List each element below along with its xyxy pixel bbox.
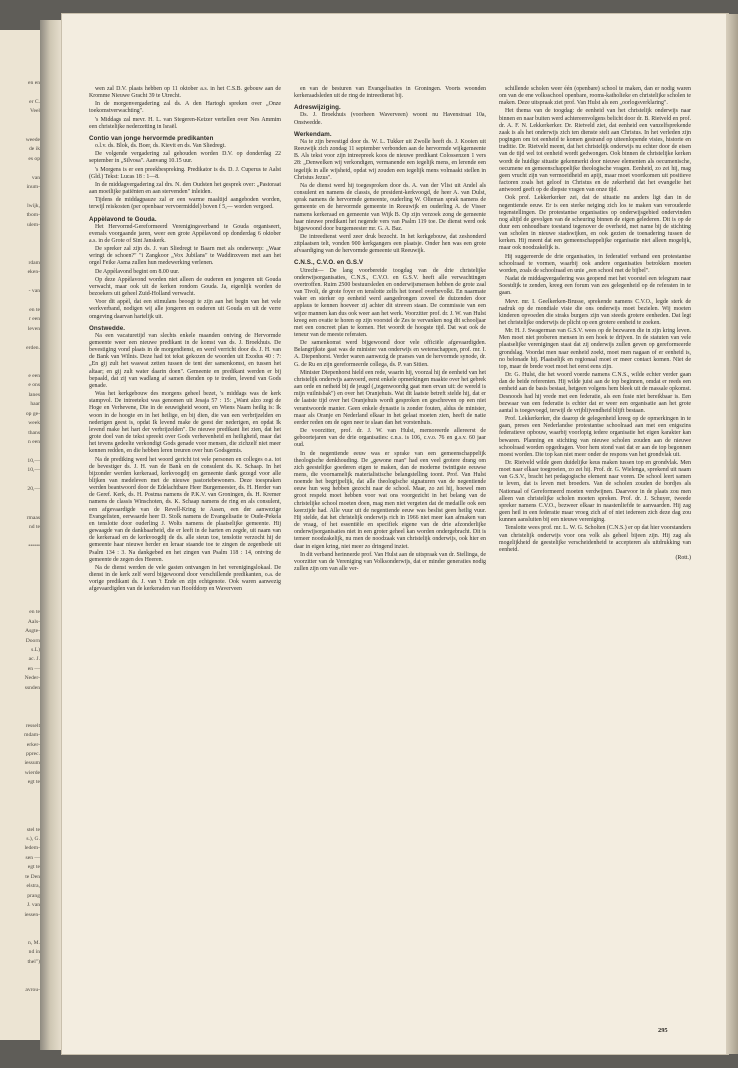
paragraph: In dit verband herinnerde prof. Van Hulst aan de uitspraak van dr. Stellinga, de voorzitter van de Vereniging van Volksonderwijs, dat er minder generaties nodig zullen zijn om van alle ver- [294, 551, 486, 572]
margin-fragment: e een [28, 372, 40, 379]
margin-fragment: r een [28, 316, 40, 323]
text-column-1 [89, 86, 281, 594]
paragraph: De samenkomst werd bijgewoond door vele officiële afgevaardigden. Belangrijkste gast was de minister van onderwijs en wetenschappen, prof. mr. I. A. Diepenhorst. Verder waren aanwezig de praeses van de hervormde synode, dr. G. de Ru en zijn gereformeerde collega, ds. P. van Sitien. [294, 340, 486, 368]
margin-fragment: thel") [27, 958, 40, 965]
margin-fragment: nd te [28, 524, 40, 531]
margin-fragment: ulem- [26, 221, 40, 228]
paragraph: schillende scholen weer één (openbare) school te maken, dan er nodig waren om van de ene volksschool openbare, rooms-katholieke en christelijke scholen te maken. Deze uitspraak ziet prof. Van Hulst als een „oorlogsverklaring". [499, 86, 691, 107]
source-attribution: (Rott.) [675, 555, 691, 561]
margin-fragment: 10,— [27, 467, 40, 474]
paragraph: Ook prof. Lekkerkerker zei, dat de situatie nu anders ligt dan in de negentiende eeuw. Er is een sterke neiging zich los te maken van verouderde tegenstellingen. De protestantse organisaties op onderwijsgebied ondervinden nog altijd de gevolgen van de scheuring binnen de eigen gelederen. Dit is op de duur een onhoudbare toestand tegenover de overheid, met name bij de stichting van scholen in nieuwe stadswijken, en ook gezien de toenadering tussen de kerken. Hij meent dat een gemeenschappelijke organisatie niet alleen mogelijk, maar ook noodzakelijk is. [499, 195, 691, 252]
margin-fragment: lanes [28, 391, 40, 398]
margin-fragment: de ik [28, 146, 40, 153]
section-heading: Onstwedde. [89, 324, 126, 332]
margin-fragment: J. van [26, 902, 40, 909]
paragraph: wen zal D.V. plaats hebben op 11 oktober a.s. in het C.S.B. gebouw aan de Kromme Nieuwe Gracht 39 te Utrecht. [89, 86, 281, 100]
paragraph: De Appèlavond begint om 8.00 uur. [95, 268, 180, 275]
margin-fragment: en — [27, 665, 40, 672]
margin-fragment: egt te [27, 779, 40, 786]
margin-fragment: tbom- [26, 212, 40, 219]
margin-fragment: inum- [26, 183, 40, 190]
margin-fragment: •••••• [28, 543, 40, 550]
margin-fragment: Neder- [24, 675, 40, 682]
margin-fragment: haar [30, 401, 40, 408]
previous-page-edge [0, 30, 41, 1040]
paragraph: Op deze Appèlavond worden niet alleen de ouderen en jongeren uit Gouda verwacht, maar ook uit de kerken rondom Gouda. Ja, eigenlijk worden de bezoekers uit geheel Zuid-Holland verwacht. [89, 276, 281, 298]
paragraph: Was het kerkgebouw des morgens geheel bezet, 's middags was de kerk stampvol. De intreetekst was genomen uit Jesaja 57 : 15: „Want alzo zegt de Hoge en Verhevene, Die in de eeuwigheid woont, en Wiens Naam heilig is: Ik woon in de hoogte en in het heilige, en bij dien, die van een verbrijzelden en nederigen geest is, opdat Ik levend make de geest der nederigen, en opdat Ik levend make het hart der verbrijzelden". De nieuwe predikant liet zien, dat het grote doel van de tekst spreekt over Gods verhevenheid en heiligheid, maar dat het tevens gedeelte verkondigt Gods genade voor mensen, die zichzelf niet meer kennen redden, en die hebben leren treuren over hun Godsgemis. [89, 391, 281, 455]
paragraph: Utrecht— De lang voorbereide toogdag van de drie christelijke onderwijsorganisaties, C.N.S., C.V.O. en G.S.V. heeft alle verwachtingen overtroffen. Ruim 2500 bestuursleden en onderwijsmensen hebben de grote zaal van Tivoli, de grote foyer en tenslotte zelfs het toneel overbevolkt. En naarmate vaker en sterker op eenheid werd aangedrongen zoveel de duizenden door applaus te kennen hoeveer zij achter dit streven staan. De commissie van een wijze mannen kan dus ook weer aan het werk. Voorzitter prof. dr. J. W. van Hulst kreeg een ovatie te horen op zijn voorstel de Zes te vervanken nog dit schooljaar met een concreet plan te komen. Het woordt de hoogste tijd. Dat wat ook de teneur van de meeste referaten. [294, 267, 486, 338]
margin-fragment: iessum [24, 760, 40, 767]
margin-fragment: avrou- [25, 987, 40, 994]
margin-fragment: prang [27, 892, 40, 899]
margin-fragment: pprec. [26, 750, 40, 757]
paragraph: Ds. J. Broekhuis (voorheen Waverveen) woont nu Havenstraat 10a, Onstwedde. [294, 112, 486, 126]
section-heading: Werkendam. [294, 130, 332, 138]
paragraph: Tenslotte wees prof. mr. L. W. G. Scholten (C.N.S.) er op dat hier voorstanders van christelijk onderwijs voor ons volk als geheel bijeen zijn. Hij zag als mogelijkheid de geestelijke verscheidenheid te accepteren als uitdrukking van eenheid. [499, 525, 691, 553]
margin-fragment: es op [28, 155, 40, 162]
paragraph: De volgende vergadering zal gehouden worden D.V. op donderdag 22 september in „Silvosa". Aanvang 10.15 uur. [89, 151, 281, 165]
section-heading: Appèlavond te Gouda. [89, 215, 157, 223]
margin-fragment: er C. [29, 98, 40, 105]
paragraph: In de negentiende eeuw was er sprake van een gemeenschappelijk theologische denkhouding. De „gewone man" had een veel grotere drang om zich geestelijke goederen eigen te maken, dan de moderne twintigste eeuwse mens, die voornamelijk materialistische belangstelling toont. Prof. Van Hulst noemde het begrijpelijk, dat alle theologische signaturen van de negentiende eeuw hun weg hebben gezocht naar de school. Maar, zo zei hij, hoewel men groot respekt moet hebben voor wat ons voorgezicht in het belang van de christelijke school moeten doen, mag men niet vergeten dat de medaille ook een keerzijde had. Alle vuur uit de negentiende eeuw was beslist geen heilig vuur. Hij stelde, dat het christelijk onderwijs rich in 1966 niet meer kan afmaken van de vraag, of het essentiële en specifiek eigene van de drie afzonderlijke onderwijsorganisaties niet in een groter geheel kan worden ondergebracht. Dit is temeer noodzakelijk, nu men de noodzaak van christelijk onderwijs, ook hier en daar in eigen kring, niet meer zo dringend inziet. [294, 450, 486, 550]
text-column-3 [499, 86, 691, 563]
margin-fragment: ac. J. [28, 656, 40, 663]
text-column-2 [294, 86, 486, 574]
paragraph: o.l.v. ds. Blok, ds. Boer, ds. Kievit en ds. Van Sliedregt. [95, 143, 226, 150]
margin-fragment: rdam [28, 259, 40, 266]
margin-fragment: 10,— [27, 458, 40, 464]
margin-fragment: 20,— [27, 486, 40, 493]
margin-fragment: erker- [26, 741, 40, 748]
paragraph: Na de dienst werd hij toegesproken door ds. A. van der Vlist uit Andel als consulent en namens de classis, de president-kerkvoogd, de heer A. van Dulst, sprak namens de hervormde gemeente, ouderling W. Olieman sprak namens de gemeente en de hervormde gemeente in Reeuwijk en ouderling A. de Visser namens kerkeraad en gemeente van Wijk B. Op zijn verzoek zong de gemeente haar nieuwe predikant het negende vers van Psalm 119 toe. De dienst werd ook bijgewoond door burgemeester mr. G. A. Baz. [294, 182, 486, 232]
paragraph: 's Morgens is er een preekbespreking. Predikator is ds. D. J. Cuperus te Aalst (Gld.) Tekst: Lucas 18 : 1—8. [89, 166, 281, 180]
paragraph: Minister Diepenhorst hield een rede, waarin hij, voorzal hij de eenheid van het christelijk onderwijs aanvoerd, eerst enkele opmerkingen maakte over het gebrek aan orde en netheid bij de jeugd („tegenwoordig gaat men ervan uit: de wereld is mijn vuilnisbak") en over het Oranjehuis. Wat dit laatste betreft stelde hij, dat er de laatste tijd over het Oranjehuis wordt gesproken en geschreven op een niet verantwoorde manier. Geen enkele dynastie is zonder fouten, aldus de minister, maar als Oranje en Nederland elkaar in het gelaat moeten zien, heeft de natie eerder reden om de ogen neer te slaan dan het vorstenhuis. [294, 369, 486, 426]
paragraph: Na de dienst werden de vele gasten ontvangen in het verenigingslokaal. De dienst in de kerk zelf werd bijgewoond door verschillende predikanten, o.a. de vorige predikant ds. J. van 't Ende en zijn echtgenote. Ook waren aanwezig afgevaardigden van de kerkeraden van Hoofddorp en Waverveen [89, 564, 281, 593]
margin-fragment: erden. [26, 344, 40, 351]
margin-fragment: mdam- [24, 732, 40, 739]
paragraph: Nadat de middagvergadering was geopend met het voorstel een telegram naar Soestdijk te zenden, kreeg een forum van zes gelegenheid op de referaten in te gaan. [499, 276, 691, 297]
margin-fragment: elstra, [26, 883, 40, 890]
margin-fragment: lwijk, [27, 202, 40, 209]
paragraph: Na een vacaturetijd van slechts enkele maanden ontving de Hervormde gemeente weer een nieuwe predikant in de komst van ds. J. Broekhuis. De bevestiging vond plaats in de morgendienst, en werd verricht door ds. J. H. van de Bank van Wilnis. Deze had tot tekst gekozen de woorden uit Exodus 40 : 7: „En gij zult het waswat zetten tussen de tent der samenkomst, en tussen het altaar; en gij zult water daarin doen". Gemeente en predikant werden er bij bepaald, dat zij van wadlang af samen dienden op te treden, levend van Gods genade. [89, 332, 281, 389]
paragraph: De voorzitter, prof. dr. J. W. van Hulst, memoreerde allereerst de geboortejaren van de drie organisaties: c.n.s. is 106, c.v.o. 76 en g.s.v. 60 jaar oud. [294, 428, 486, 449]
margin-fragment: en en [28, 80, 40, 86]
section-heading: C.N.S., C.V.O. en G.S.V [294, 259, 364, 267]
margin-fragment: e ons [28, 382, 40, 389]
paragraph: Het thema van de toogdag: de eenheid van het christelijk onderwijs naar binnen en naar buiten werd achtereenvolgens belicht door dr. B. Rietveld en prof. dr. A. F. N. Lekkerkerker. Dr. Rietveld ziet, dat eenheid een vanzelfsprekende zaak is als het onderwijs zich ten dienste stelt aan Christus. In het verleden zijn pogingen om tot eenheid te komen gestrand op uiteenlopende visies, historie en traditie. Dr. Rietveld meent, dat het christelijk onderwijs nu echter door de eisen van de tijd wel tot eenheid wordt gedwongen. Ook binnen de christelijke kerken wordt de huidige situatie gekenmerkt door nieuwe elementen als oecumenische, oecumene en gemeenschappelijke theologische vragen. Eenheid, zo zei hij, mag geen vrucht zijn van vermoeidheid en apijt, maar moet voortkomen uit positieve factoren zoals het geloof in Christus en de zekerheid dat het evangelie het antwoord geeft op de diepste vragen van onze tijd. [499, 108, 691, 194]
section-heading: Contio van jonge hervormde predikanten [89, 134, 214, 142]
paragraph: en van de besturen van Evangelisaties in Groningen. Voorts woonden kerkeraadsleden uit de ring de intreedienst bij. [294, 86, 486, 100]
margin-fragment: egt te [27, 864, 40, 871]
paragraph: Na te zijn bevestigd door ds. W. L. Tukker uit Zwolle heeft ds. J. Kooien uit Reeuwijk zich zondag 11 september verbonden aan de hervormde wijkgemeente B. Als tekst voor zijn intreepreek koos de nieuwe predikant Colossenzen 1 vers 28: „Denwelken wij verkondigen, vermanende een iegelijk mens, en lerende een iegelijk in alle wijsheid, opdat wij zouden een iegelijk mens volmaakt stellen in Christus Jezus". [294, 138, 486, 181]
section-heading: Adreswijziging. [294, 104, 341, 112]
margin-fragment: rmaas [26, 514, 40, 521]
paragraph: De spreker zal zijn ds. J. van Sliedregt te Baarn met als onderwerp: „Waar wringt de schoen?" "i Zangkoor „Vox Jubilans" te Waddinxveen met aan het orgel Feike Asma zullen hun medewerking verlenen. [89, 246, 281, 267]
document-page [62, 14, 728, 1054]
margin-fragment: week [28, 420, 40, 427]
margin-fragment: Doorn [25, 637, 40, 644]
margin-fragment: sen — [25, 854, 40, 861]
margin-fragment: en te [29, 306, 40, 313]
margin-fragment: n, M. [28, 939, 40, 946]
margin-fragment: nd in [28, 949, 40, 956]
margin-fragment: leven [27, 325, 40, 332]
paragraph: Hij suggereerde de drie organisaties, in federatief verband een protestantse schoolraad te vormen, waarbij ook andere organisaties betrokken moeten worden, zoals de schoolraad en unie „een school met de bijbel". [499, 253, 691, 274]
paragraph: Na de prediking werd het woord gericht tot vele personen en colleges o.a. tot de bevestiger ds. J. H. van de Bank en de consulent ds. K. Schaap. In het bijzonder werden kerkeraad, kerkvoogdij en gemeente dank gezegd voor alle blijken van medeleven met de nieuwe pastoriebewoners. Deze toespraken werden beantwoord door de Edelachtbare Heer Burgemeester, ds. H. Herder van de Geref. Kerk, ds. H. Postma namens de P.K.V. van Groningen, ds. H. Kremer namens de classis Winschoten, ds. K. Schaap namens de ring en als consulent, een afgevaardigde van de Revell-Kring te Assen, een der aanwezige Evangelisten, eerwaarde heer D. Stolk namens de Evangelisatie te Oude-Pekela en tenslotte door ouderling J. Wolts namens de plaatselijke gemeente. Hij gewaagde van de dankbaarheid, die er leeft in de harten en zegde, uit naam van de kerkeraad en de kerkvoogdij de ds. alle steun toe, tenslotte verzocht hij de gemeente haar nieuwe herder en leraar staande toe te zingen de zegenbede uit Psalm 134 : 3. Na dankgebed en het zingen van Psalm 118 : 14, ontving de gemeente de zegen des Heeren. [89, 456, 281, 563]
margin-fragment: en te [29, 609, 40, 616]
margin-fragment: iessen- [24, 911, 40, 918]
margin-fragment: Aals- [27, 618, 40, 625]
margin-fragment: thans [28, 429, 40, 436]
paragraph: 's Middags zal mevr. H. L. van Stegeren-Keizer vertellen over Nes Ammim een christelijke nederzetting in Israël. [89, 116, 281, 130]
paragraph: Mevr. mr. I. Geelkerken-Brusse, sprekende namens C.V.O., legde sterk de nadruk op de mondiale visie die ons onderwijs moet bezielen. Wij moeten kinderen opvoeden die straks burgers zijn van steeds grotere eenheden. Dat legt het christelijke onderwijs de plicht op een grotere eenheid te zoeken. [499, 298, 691, 326]
paragraph: In de middagvergadering zal drs. N. den Oudsten het gesprek over: „Pastoraat aan moeilijke patiënten en aan stervenden" inleiden. [89, 181, 281, 196]
paragraph: Tijdens de middagpauze zal er een warme maaltijd aangeboden worden, terwijl reiskosten (per openbaar vervoermiddel) boven f 5,— worden vergoed. [89, 197, 281, 211]
paragraph: Mr. H. J. Swagerman van G.S.V. wees op de bezwaren die in zijn kring leven. Men moet niet proberen mensen in een hoek te drijven. In de statuten van vele plaatselijke verenigingen staat dat zij onderwijs zullen geven op gereformeerde grondslag. Voordat men naar eenheid zoekt, moet men nagaan of er eenheid is, no belonade hij. Plaatselijk en regionaal moet er meer contact komen. Niet de top, maar de brede voet moet het eerst eens zijn. [499, 328, 691, 370]
margin-fragment: resselt [25, 722, 40, 729]
paragraph: In de morgenvergadering zal ds. A den Hartogh spreken over „Onze toekomstverwachting". [89, 101, 281, 115]
margin-fragment: te Den [25, 873, 40, 880]
margin-fragment: op ge- [25, 410, 40, 417]
paragraph: Dr. Rietveld wilde geen duidelijke keus maken tussen top en grondvlak. Men moet naar elkaar toegroeien, zo zei hij. Prof. dr. G. Wielenga, sprekend uit naam van G.S.V., bracht het pedagogische element naar voren. De school leert samen te leven, dat is leven met broeders. Van de scholen zouden de bordjes als Nationaal of Gereformeerd moeten verdwijnen. Daarvoor in de plaats zou men alleen van christelijke scholen moeten spreken. Prof. dr. J. Schuyer, tweede spreker namens C.V.O., bezweer elkaar in naastenliefde te aanvaarden. Hij zag geen heil in een federatie maar vroeg zich af of niet iedereen zich deze dag zou kunnen aansluiten bij een nieuwe vereniging. [499, 459, 691, 524]
paragraph: Prof. Lekkerkerker, die daarop de gelegenheid kreeg op de opmerkingen in te gaan, preses een Nederlandse protestantse schoolraad aan met een enigszins federatieve opbouw, waarbij voorlopig iedere organisatie het eigen karakter kan bewaren. Planning en stichting van nieuwe scholen zouden aan de nieuwe schoolraad worden opgedragen. Voor hem stond vast dat er aan de top begonnen moest worden. Die top kan niet meer onder de respons van het grondvlak uit. [499, 416, 691, 458]
paragraph: De intreedienst werd zeer druk bezocht. In het kerkgebouw, dat zeshonderd zitplaatsen telt, vonden 900 kerkgangers een plaatsje. Onder hen was een grote afvaardiging van de hervormde gemeente uit Reeuwijk. [294, 233, 486, 255]
paragraph: Dr. G. Hulst, die het woord voerde namens C.N.S., wilde echter verder gaan dan de beide referenten. Hij wilde juist aan de top beginnen, omdat er reeds een eenheid aan de basis bestaat, hetgeen volgens hem bleek uit de massale opkomst. Desnoods had hij vrede met een federatie, als een fusie niet bereikbaar is. Een bezwaar van een federatie is echter dat er weer een organisatie aan het grote aantal is toegevoegd, terwijl de vrijblijvendheid blijft bestaan. [499, 372, 691, 414]
margin-fragment: - van [28, 287, 40, 294]
margin-fragment: ssnden [24, 684, 40, 691]
paragraph: Voor dit appèl, dat een stimulans beoogt te zijn aan het begin van het vele werkverband, nodigen wij alle jongeren en ouderen uit Gouda en uit de verre omgeving daarvan hartelijk uit. [89, 299, 281, 320]
page-number: 295 [658, 1027, 668, 1034]
margin-fragment: ledem- [24, 845, 40, 852]
paragraph: Het Hervormd-Gereformeerd Verenigingsverband te Gouda organiseert, evenals voorgaande jaren, weer een grote Appèlavond op donderdag 6 oktober a.s. in de Grote of Sint Janskerk. [89, 223, 281, 244]
margin-fragment: eken- [27, 269, 40, 275]
margin-fragment: van [31, 174, 40, 181]
margin-fragment: wierde [24, 769, 40, 776]
margin-fragment: n een [28, 439, 40, 446]
margin-fragment: stel te [26, 826, 40, 833]
margin-fragment: Asgte- [25, 628, 40, 635]
margin-fragment: Veel [30, 108, 40, 115]
margin-fragment: s.), G. [26, 836, 40, 842]
page-stack-edge [726, 14, 738, 1054]
margin-fragment: s.L) [31, 647, 40, 653]
margin-fragment: weede [25, 136, 40, 143]
